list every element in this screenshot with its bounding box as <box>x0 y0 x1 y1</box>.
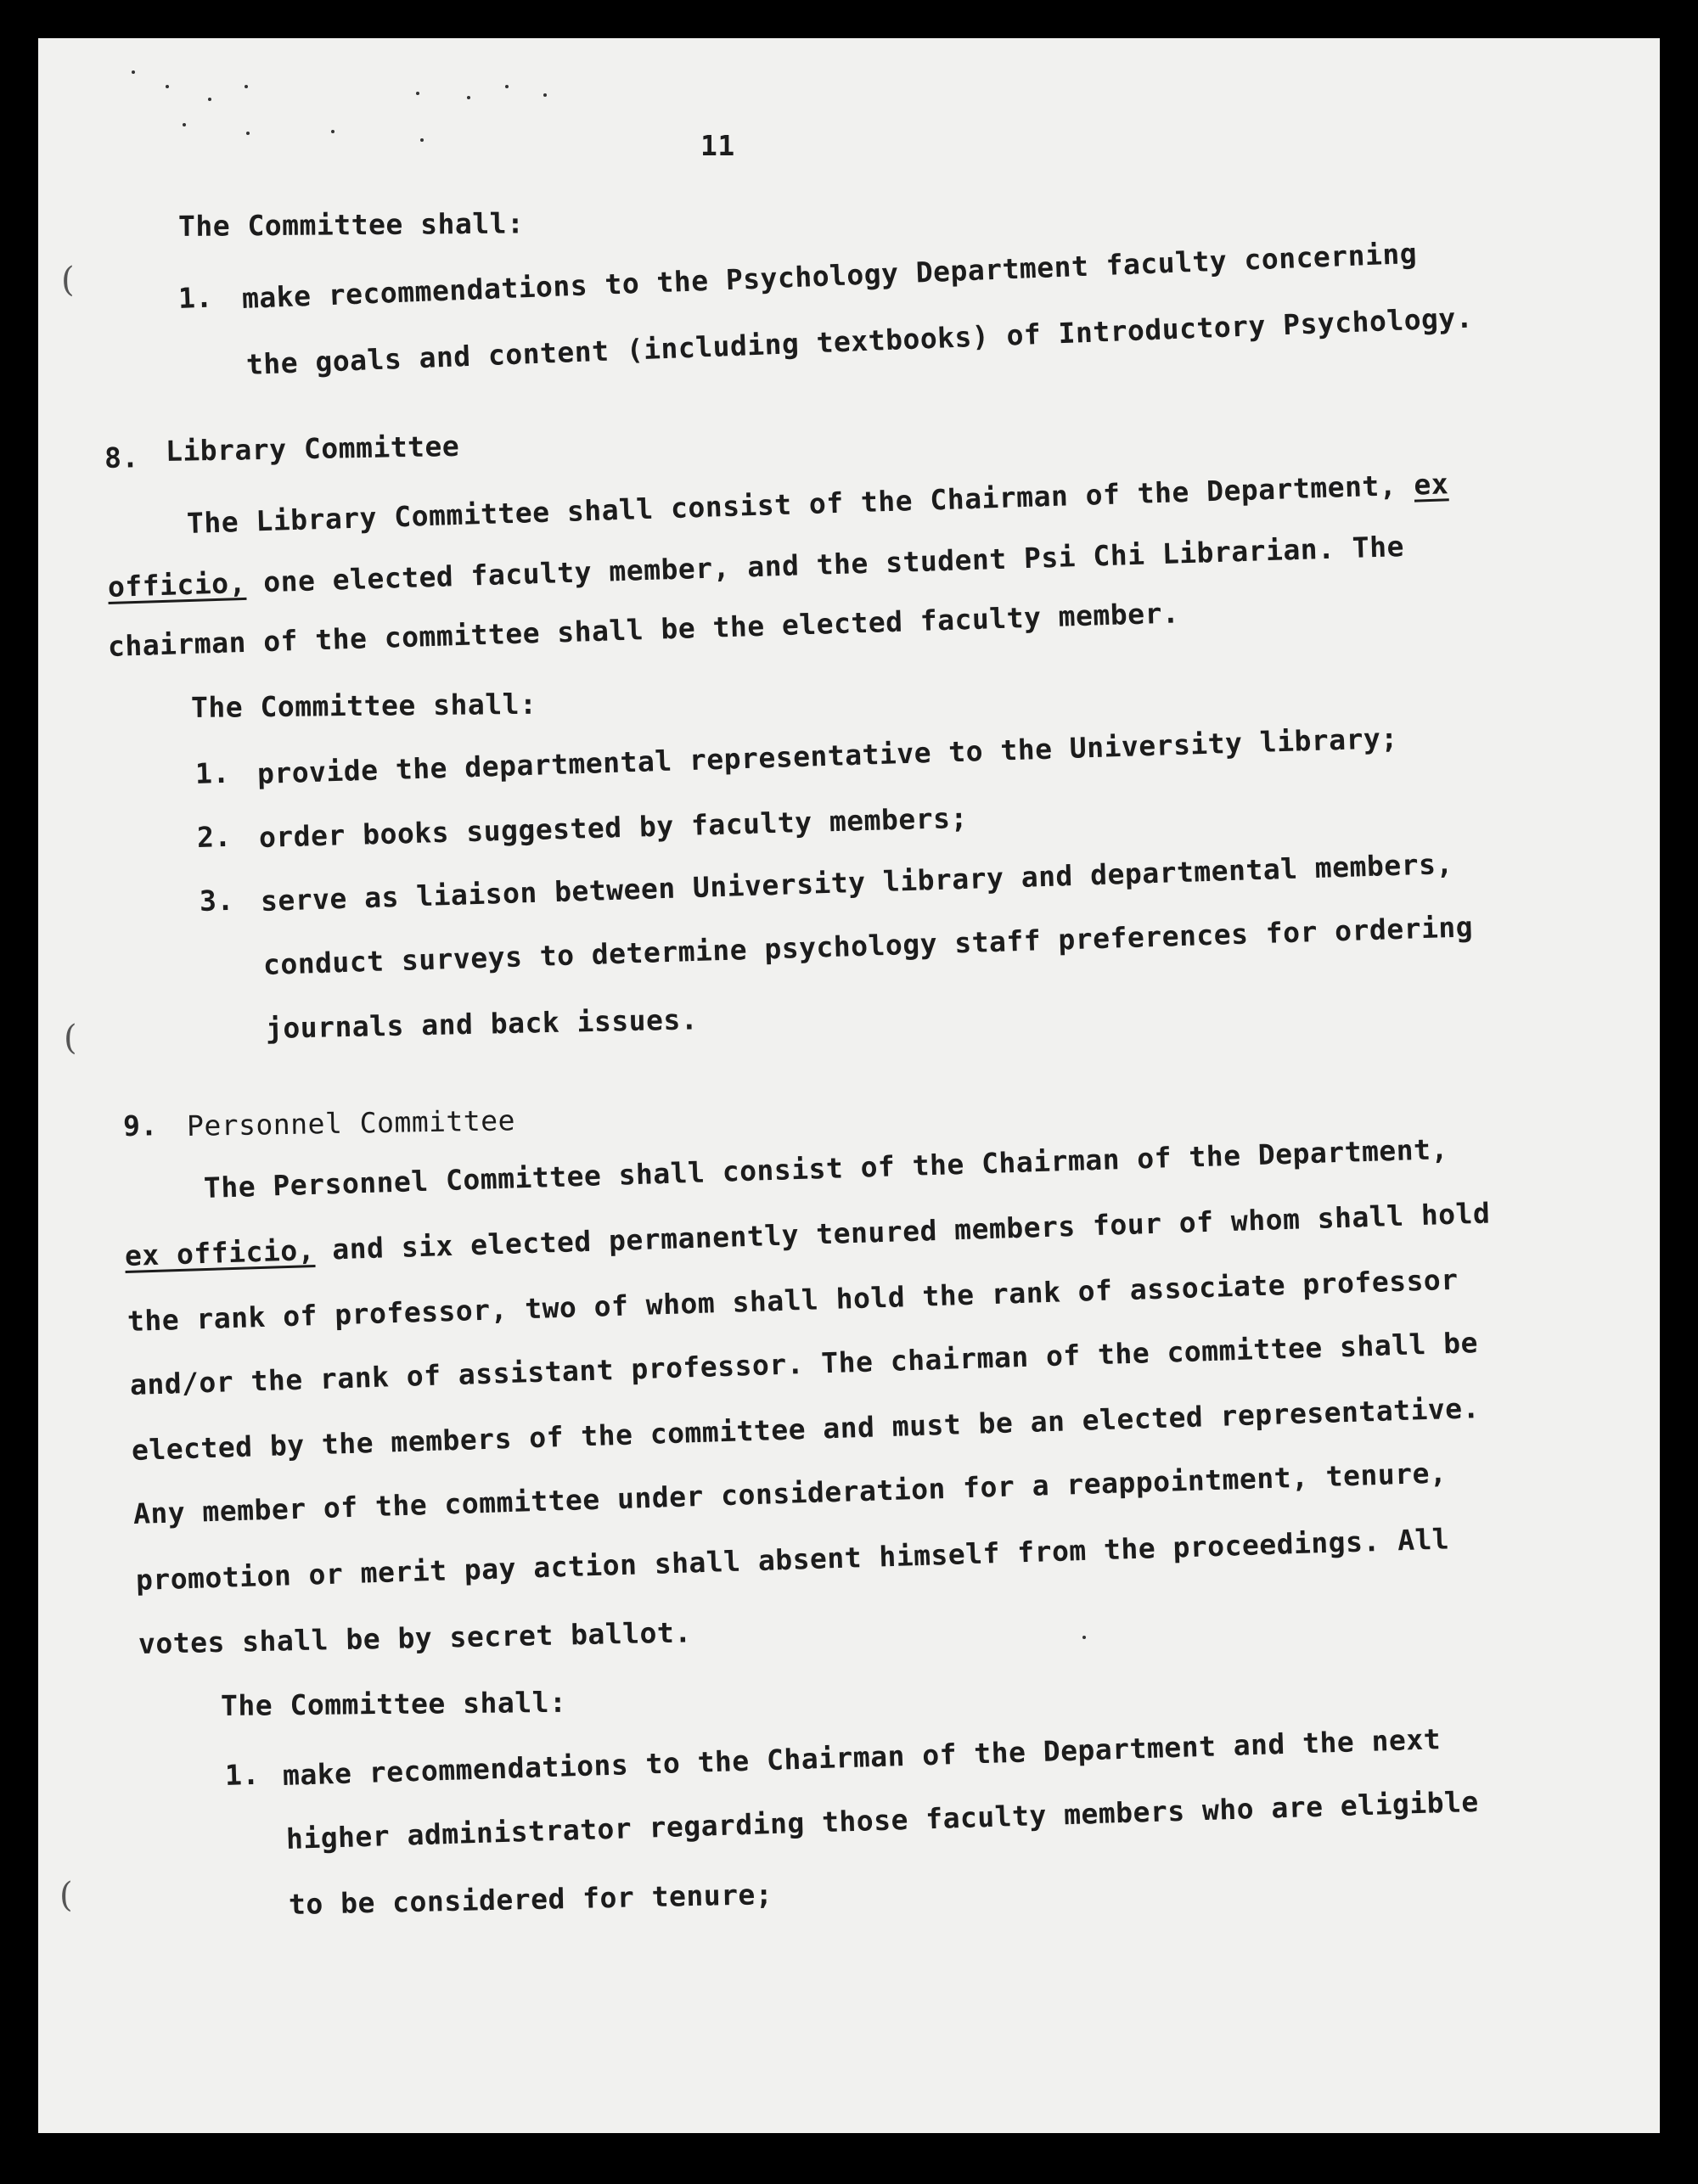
section-number: 9. <box>122 1109 159 1143</box>
underlined-text: officio, <box>107 565 247 604</box>
underlined-text: ex officio, <box>124 1232 316 1272</box>
list-item-text: provide the departmental representative to the University library; <box>256 721 1399 790</box>
scan-speck <box>183 123 186 126</box>
section-title: Library Committee <box>165 429 460 468</box>
list-number: 3. <box>199 883 235 918</box>
list-number: 1. <box>177 280 214 315</box>
document-page <box>38 38 1660 2133</box>
scan-speck <box>245 85 248 88</box>
list-item-text: make recommendations to the Chairman of the Department and the next <box>282 1722 1442 1792</box>
scan-speck <box>505 85 509 88</box>
section-number: 8. <box>104 441 140 474</box>
paragraph-line <box>124 1196 1491 1272</box>
committee-shall-heading: The Committee shall: <box>190 687 537 724</box>
list-number: 1. <box>224 1757 261 1792</box>
scan-speck <box>467 96 470 99</box>
scan-speck <box>331 130 335 133</box>
committee-shall-heading: The Committee shall: <box>177 206 525 243</box>
paragraph-line: and/or the rank of assistant professor. The chairman of the committee shall be <box>129 1326 1479 1401</box>
list-item-text: order books suggested by faculty members; <box>258 800 969 854</box>
scan-speck <box>543 93 547 97</box>
paragraph-line: elected by the members of the committee and must be an elected representative. <box>131 1391 1481 1467</box>
paragraph-text: one elected faculty member, and the student Psi Chi Librarian. The <box>262 530 1405 599</box>
paragraph-line: the rank of professor, two of whom shall hold the rank of associate professor <box>127 1262 1459 1338</box>
paragraph-line: Any member of the committee under consideration for a reappointment, tenure, <box>132 1456 1448 1530</box>
list-item-text: serve as liaison between University library and departmental members, <box>260 846 1454 918</box>
committee-shall-heading: The Committee shall: <box>220 1685 567 1722</box>
scan-speck <box>246 132 250 135</box>
paragraph-text: and six elected permanently tenured members four of whom shall hold <box>331 1196 1491 1266</box>
paragraph-line: promotion or merit pay action shall absent himself from the proceedings. All <box>135 1522 1450 1597</box>
scan-mark: ( <box>64 1019 77 1058</box>
list-number: 1. <box>194 755 231 790</box>
page-number: 11 <box>700 129 735 162</box>
scan-speck <box>166 85 169 88</box>
list-item-text: to be considered for tenure; <box>288 1878 773 1921</box>
scan-mark: ( <box>61 261 75 300</box>
paragraph-line: chairman of the committee shall be the elected faculty member. <box>107 596 1180 663</box>
paragraph-line <box>186 467 1449 540</box>
list-number: 2. <box>196 819 233 854</box>
list-item-text: make recommendations to the Psychology Department faculty concerning <box>241 236 1418 315</box>
paragraph-text: The Library Committee shall consist of the Chairman of the Department, <box>186 469 1397 540</box>
list-item-text: the goals and content (including textbooks) of Introductory Psychology. <box>245 300 1474 381</box>
paragraph-line: votes shall be by secret ballot. <box>138 1615 693 1660</box>
scan-speck <box>1082 1636 1086 1639</box>
underlined-text: ex <box>1413 467 1449 502</box>
list-item-text: journals and back issues. <box>265 1002 699 1045</box>
paragraph-line: The Personnel Committee shall consist of the Chairman of the Department, <box>203 1131 1449 1204</box>
scan-mark: ( <box>59 1876 73 1915</box>
list-item-text: higher administrator regarding those faculty members who are eligible <box>285 1784 1480 1856</box>
scan-speck <box>416 92 419 95</box>
scan-speck <box>420 138 424 142</box>
scan-speck <box>132 70 135 74</box>
list-item-text: conduct surveys to determine psychology staff preferences for ordering <box>262 910 1474 981</box>
paragraph-line <box>107 530 1405 604</box>
scan-speck <box>208 98 211 101</box>
section-title: Personnel Committee <box>186 1103 516 1143</box>
